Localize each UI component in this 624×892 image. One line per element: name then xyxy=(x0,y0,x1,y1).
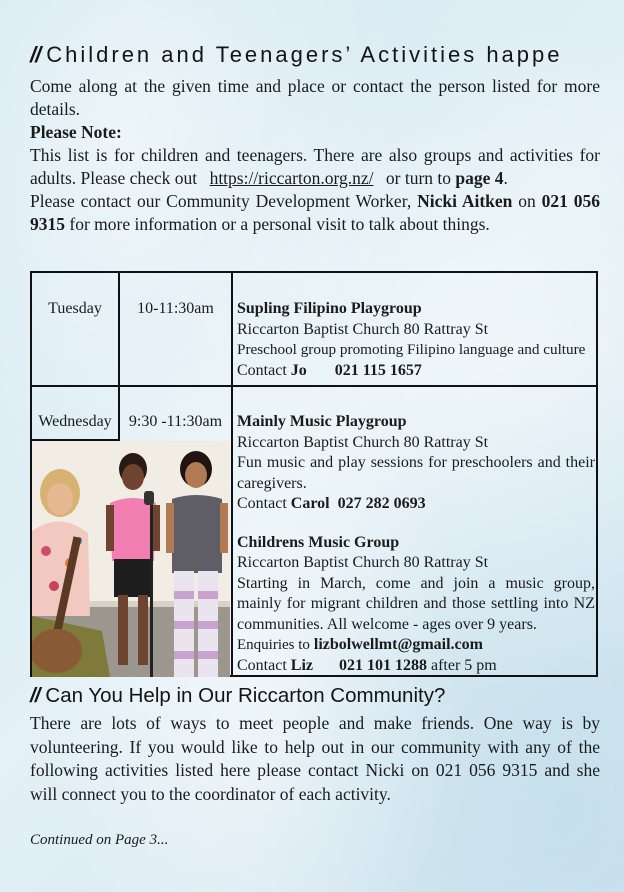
contact-name: Nicki Aitken xyxy=(417,191,513,211)
contact-person: Jo xyxy=(290,361,307,379)
time-cell: 10-11:30am xyxy=(137,300,214,317)
intro-line: Come along at the given time and place or contact the person listed for more details. xyxy=(30,76,600,119)
activity-cell xyxy=(237,299,593,381)
time-cell: 9:30 -11:30am xyxy=(128,413,223,430)
group-contact: Contact Jo 021 115 1657 xyxy=(237,361,422,379)
website-link[interactable]: https://riccarton.org.nz/ xyxy=(209,168,374,188)
group-location: Riccarton Baptist Church 80 Rattray St xyxy=(237,554,489,571)
intro-text xyxy=(30,75,600,236)
heading-slashes: // xyxy=(30,42,41,67)
note-label: Please Note: xyxy=(30,122,122,142)
group-name: Childrens Music Group xyxy=(237,533,400,551)
contact-number: 021 101 1288 xyxy=(338,656,427,674)
column-divider xyxy=(118,273,120,387)
group-description: Fun music and play sessions for preschoolers and their caregivers. xyxy=(237,454,595,492)
contact-number: 021 115 1657 xyxy=(334,361,422,379)
section-heading-volunteer xyxy=(30,684,600,708)
note-text-after: or turn to xyxy=(385,168,452,188)
contact-text: Please contact our Community Development Worker, xyxy=(30,191,412,211)
contact-number: 027 282 0693 xyxy=(337,495,426,512)
photo-illustration xyxy=(32,441,230,677)
row-divider xyxy=(32,385,596,387)
group-location: Riccarton Baptist Church 80 Rattray St xyxy=(237,320,489,338)
note-paragraph xyxy=(30,144,600,190)
day-cell: Tuesday xyxy=(48,300,102,317)
group-description: Preschool group promoting Filipino language and culture xyxy=(237,341,586,358)
group-contact: Contact Carol 027 282 0693 xyxy=(237,495,426,512)
continued-note: Continued on Page 3... xyxy=(30,832,169,848)
activity-cell xyxy=(237,412,595,676)
contact-mid: on xyxy=(518,191,536,211)
children-music-photo xyxy=(32,441,230,677)
contact-note: after 5 pm xyxy=(430,656,497,674)
group-name: Supling Filipino Playgroup xyxy=(237,300,422,317)
contact-paragraph xyxy=(30,190,600,236)
section-heading xyxy=(30,42,624,68)
page-ref: page 4 xyxy=(455,168,504,188)
contact-phone: 021 056 9315 xyxy=(30,191,601,234)
group-contact: Contact Liz 021 101 1288 after 5 pm xyxy=(237,656,497,674)
note-text: This list is for children and teenagers. There are also groups and activities for adults. Please check out xyxy=(30,145,600,188)
group-description: Starting in March, come and join a music group, mainly for migrant children and those settling into NZ communities. All welcome - ages over 9 years. xyxy=(237,574,595,633)
contact-person: Liz xyxy=(290,656,313,674)
volunteer-paragraph: There are lots of ways to meet people and make friends. One way is by volunteering. If you would like to help out in our community with any of the following activities listed here please contact Nicki on 021 056 9315 and she will connect you to the coordinator of each activity. xyxy=(30,713,600,804)
schedule-table xyxy=(30,271,598,677)
heading-title: Can You Help in Our Riccarton Community? xyxy=(45,684,446,707)
volunteer-text xyxy=(30,712,600,806)
group-enquiries: Enquiries to lizbolwellmt@gmail.com xyxy=(237,636,483,653)
day-cell: Wednesday xyxy=(38,413,112,430)
heading-title: Children and Teenagers’ Activities happe xyxy=(46,42,563,67)
page-ref-end: . xyxy=(503,168,508,188)
column-divider xyxy=(231,273,233,675)
contact-after: for more information or a personal visit to talk about things. xyxy=(69,214,490,234)
group-location: Riccarton Baptist Church 80 Rattray St xyxy=(237,433,489,451)
heading-slashes: // xyxy=(30,684,40,707)
group-name: Mainly Music Playgroup xyxy=(237,413,407,430)
enquiries-email[interactable]: lizbolwellmt@gmail.com xyxy=(313,636,483,653)
contact-person: Carol xyxy=(290,495,330,512)
